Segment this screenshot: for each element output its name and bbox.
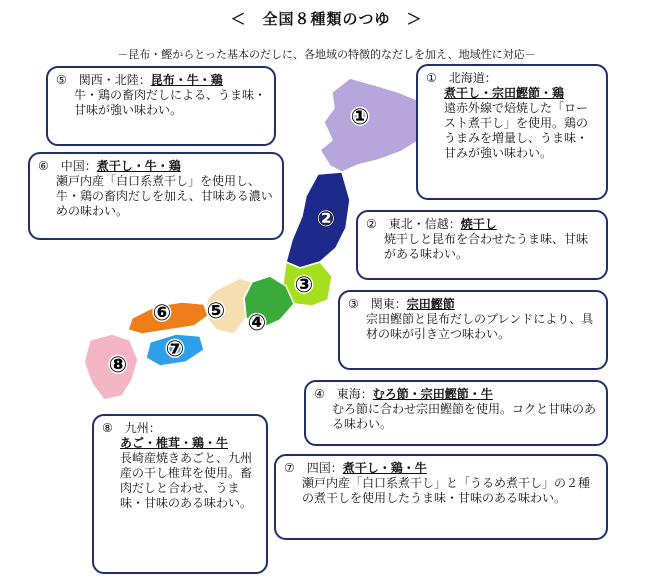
region-name: 東北・信越：	[388, 217, 461, 231]
region-ingredients: 煮干し・牛・鶏	[96, 159, 181, 173]
region-ingredients: むろ節・宗田鰹節・牛	[372, 387, 493, 401]
region-name: 関西・北陸：	[78, 73, 151, 87]
region-box-hokkaido	[416, 64, 608, 200]
region-box-shikoku	[274, 454, 608, 540]
region-box-tohoku	[356, 210, 608, 280]
region-kyushu-number: ⑧	[108, 353, 128, 378]
page-title: ＜ 全国８種類のつゆ ＞	[230, 10, 423, 28]
region-ingredients: 焼干し	[460, 217, 497, 231]
region-chugoku-number: ⑥	[152, 301, 172, 326]
region-name: 関東：	[370, 297, 407, 311]
region-name: 中国：	[60, 159, 97, 173]
region-ingredients: あご・椎茸・鶏・牛	[120, 436, 229, 450]
region-box-tokai	[304, 380, 608, 446]
region-description: 焼干しと昆布を合わせたうま味、甘味がある味わい。	[384, 232, 589, 261]
region-box-kanto	[338, 290, 608, 370]
region-shikoku-number: ⑦	[165, 337, 185, 362]
region-description: 牛・鶏の畜肉だしによる、うま味・甘味が強い味わい。	[74, 88, 267, 117]
region-name: 九州：	[124, 421, 161, 435]
region-description: 遠赤外線で焙焼した「ロースト煮干し」を使用。鶏のうまみを増量し、うま味・甘みが強い味わい。	[444, 101, 589, 160]
region-description: 瀬戸内産「白口系煮干し」を使用し、牛・鶏の畜肉だしを加え、甘味ある濃いめの味わい。	[56, 174, 273, 218]
region-description: 瀬戸内産「白口系煮干し」と「うるめ煮干し」の２種の煮干しを使用したうま味・甘味のある味わい。	[302, 476, 591, 505]
region-tohoku-number: ②	[316, 207, 336, 232]
region-number: ⑦	[284, 461, 295, 475]
region-number: ①	[426, 71, 437, 85]
region-hokkaido-shape	[320, 78, 428, 172]
region-ingredients: 煮干し・宗田鰹節・鶏	[444, 86, 565, 100]
region-description: 宗田鰹節と昆布だしのブレンドにより、具材の味が引き立つ味わい。	[366, 312, 594, 341]
region-number: ②	[366, 217, 377, 231]
region-number: ⑥	[38, 159, 49, 173]
region-kanto-number: ③	[294, 273, 314, 298]
region-name: 東海：	[336, 387, 373, 401]
region-kansai-number: ⑤	[206, 299, 226, 324]
region-name: 北海道：	[448, 71, 497, 85]
region-tokai-number: ④	[247, 311, 267, 336]
region-box-chugoku	[28, 152, 284, 240]
region-box-kyushu	[92, 414, 268, 574]
region-number: ⑧	[102, 421, 113, 435]
region-number: ⑤	[56, 73, 67, 87]
page-subtitle: －昆布・鰹からとった基本のだしに、各地域の特徴的なだしを加え、地域性に対応－	[117, 48, 536, 61]
region-number: ④	[314, 387, 325, 401]
region-ingredients: 宗田鰹節	[406, 297, 455, 311]
region-description: むろ節に合わせ宗田鰹節を使用。コクと甘味のある味わい。	[332, 402, 597, 431]
region-box-kansai	[46, 66, 276, 146]
region-name: 四国：	[306, 461, 343, 475]
region-ingredients: 昆布・牛・鶏	[150, 73, 223, 87]
region-hokkaido-number: ①	[350, 105, 370, 130]
region-description: 長崎産焼きあごと、九州産の干し椎茸を使用。畜肉だしと合わせ、うま味・甘味のある味わい。	[120, 451, 253, 510]
region-ingredients: 煮干し・鶏・牛	[342, 461, 427, 475]
region-number: ③	[348, 297, 359, 311]
